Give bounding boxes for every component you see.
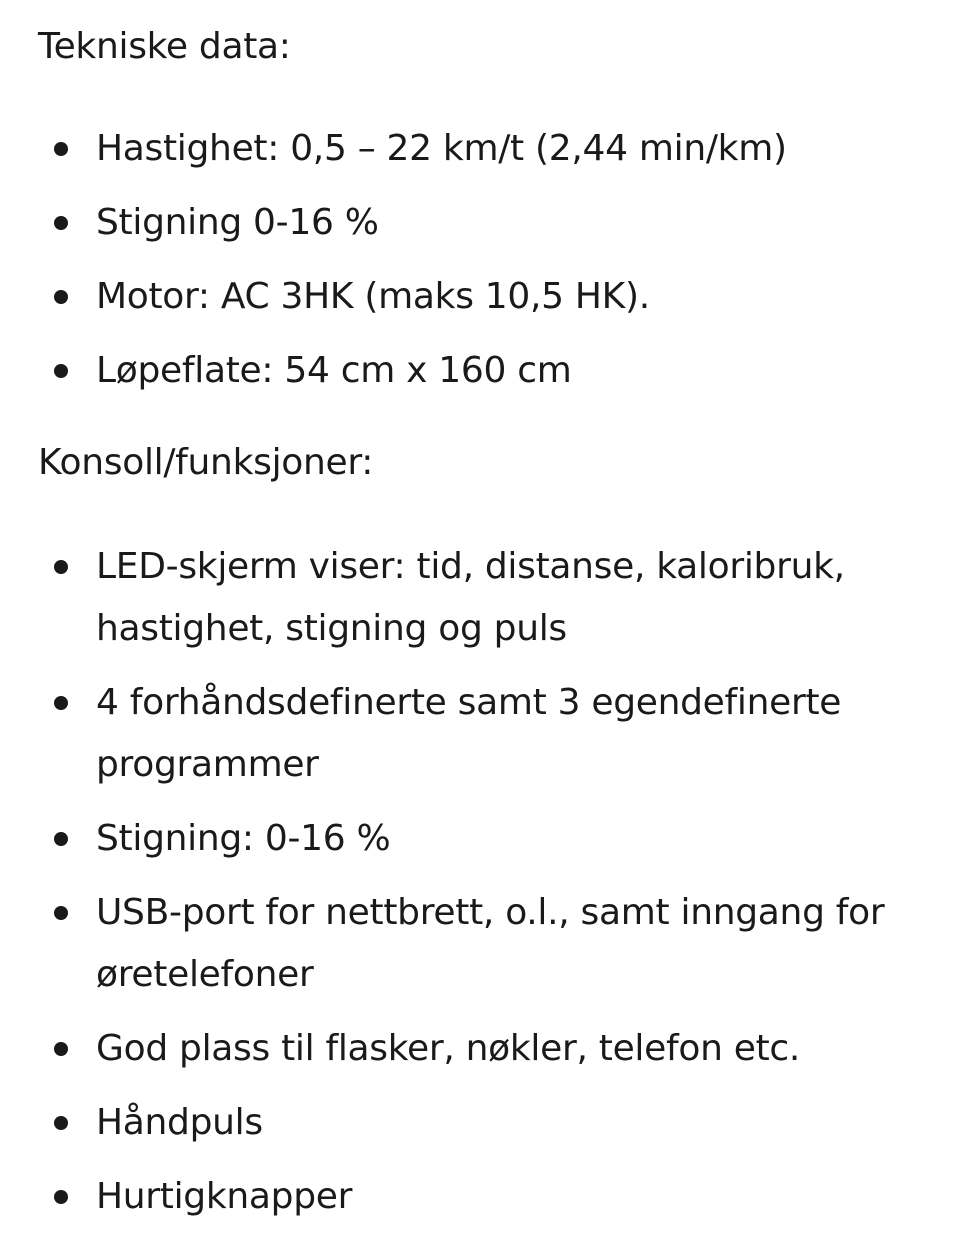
list-item — [38, 1092, 920, 1154]
section-heading-console-functions: Konsoll/funksjoner: — [38, 442, 374, 483]
bullet-icon — [54, 142, 68, 156]
section-heading-technical-data: Tekniske data: — [38, 26, 291, 67]
list-item — [38, 536, 920, 660]
console-functions-list — [38, 536, 920, 1228]
bullet-icon — [54, 364, 68, 378]
bullet-icon — [54, 1116, 68, 1130]
bullet-icon — [54, 1042, 68, 1056]
list-item-text: Motor: AC 3HK (maks 10,5 HK). — [96, 276, 650, 317]
list-item-text: Hurtigknapper — [96, 1176, 353, 1217]
list-item-text: LED-skjerm viser: tid, distanse, kaloribruk, hastighet, stigning og puls — [96, 546, 845, 649]
list-item — [38, 672, 920, 796]
list-item — [38, 808, 920, 870]
list-item-text: Løpeflate: 54 cm x 160 cm — [96, 350, 572, 391]
list-item — [38, 266, 920, 328]
list-item-text: 4 forhåndsdefinerte samt 3 egendefinerte programmer — [96, 682, 842, 785]
list-item — [38, 1018, 920, 1080]
list-item-text: Håndpuls — [96, 1102, 263, 1143]
bullet-icon — [54, 832, 68, 846]
list-item — [38, 1166, 920, 1228]
list-item — [38, 882, 920, 1006]
bullet-icon — [54, 1190, 68, 1204]
list-item-text: USB-port for nettbrett, o.l., samt inngang for øretelefoner — [96, 892, 885, 995]
list-item-text: God plass til flasker, nøkler, telefon etc. — [96, 1028, 801, 1069]
list-item-text: Stigning: 0-16 % — [96, 818, 391, 859]
list-item-text: Stigning 0-16 % — [96, 202, 379, 243]
bullet-icon — [54, 290, 68, 304]
list-item — [38, 340, 920, 402]
list-item-text: Hastighet: 0,5 – 22 km/t (2,44 min/km) — [96, 128, 787, 169]
bullet-icon — [54, 216, 68, 230]
bullet-icon — [54, 560, 68, 574]
bullet-icon — [54, 696, 68, 710]
list-item — [38, 118, 920, 180]
bullet-icon — [54, 906, 68, 920]
technical-data-list — [38, 118, 920, 402]
list-item — [38, 192, 920, 254]
